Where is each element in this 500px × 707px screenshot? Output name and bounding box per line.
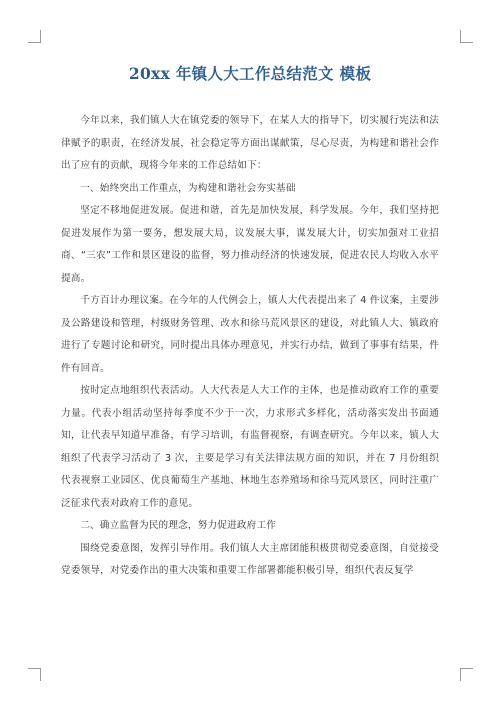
- body-paragraph: 千方百计办理议案。在今年的人代例会上，镇人大代表提出来了 4 件议案，主要涉及公路建设和管理，村级财务管理、改水和徐马荒风景区的建设，对此镇人大、镇政府进行了专题讨论和研究，同时提出具体办理意见，并实行办结，做到了事事有结果，件件有回音。: [61, 295, 439, 374]
- document-title: 20xx 年镇人大工作总结范文 模板: [128, 64, 372, 83]
- intro-paragraph: 今年以来，我们镇人大在镇党委的领导下，在某人大的指导下，切实履行宪法和法律赋予的职责，在经济发展，社会稳定等方面出谋献策，尽心尽责，为构建和谐社会作出了应有的贡献，现将今年来的工作总结如下：: [61, 115, 439, 171]
- body-paragraph: 围绕党委意图，发挥引导作用。我们镇人大主席团能积极贯彻党委意图，自觉接受党委领导，对党委作出的重大决策和重要工作部署都能积极引导，组织代表反复学: [61, 542, 439, 576]
- crop-mark-bottom-right: [460, 668, 473, 681]
- document-body: [61, 110, 439, 583]
- body-paragraph: 坚定不移地促进发展。促进和谐，首先是加快发展，科学发展。今年，我们坚持把促进发展作为第一要务，想发展大局，议发展大事，谋发展大计，切实加强对工业招商、“三农”工作和景区建设的监督，努力推动经济的快速发展，促进农民人均收入水平提高。: [61, 205, 439, 284]
- crop-mark-top-right: [460, 30, 473, 43]
- crop-mark-top-left: [28, 30, 41, 43]
- body-paragraph: 按时定点地组织代表活动。人大代表是人大工作的主体，也是推动政府工作的重要力量。代表小组活动坚持每季度不少于一次，力求形式多样化，活动落实发出书面通知，让代表早知道早准备，有学习培训，有监督视察，有调查研究。今年以来，镇人大组织了代表学习活动了 3 次，主要是学习有关法律法规方面的知识，并在 7 月份组织代表视察工业园区、优良葡萄生产基地、林地生态养殖场和徐马荒风景区，同时注重广泛征求代表对政府工作的意见。: [61, 385, 439, 509]
- section-heading-1: 一、始终突出工作重点，为构建和谐社会夯实基础: [80, 182, 296, 194]
- crop-mark-bottom-left: [28, 668, 41, 681]
- section-heading-2: 二、确立监督为民的理念，努力促进政府工作: [80, 520, 277, 531]
